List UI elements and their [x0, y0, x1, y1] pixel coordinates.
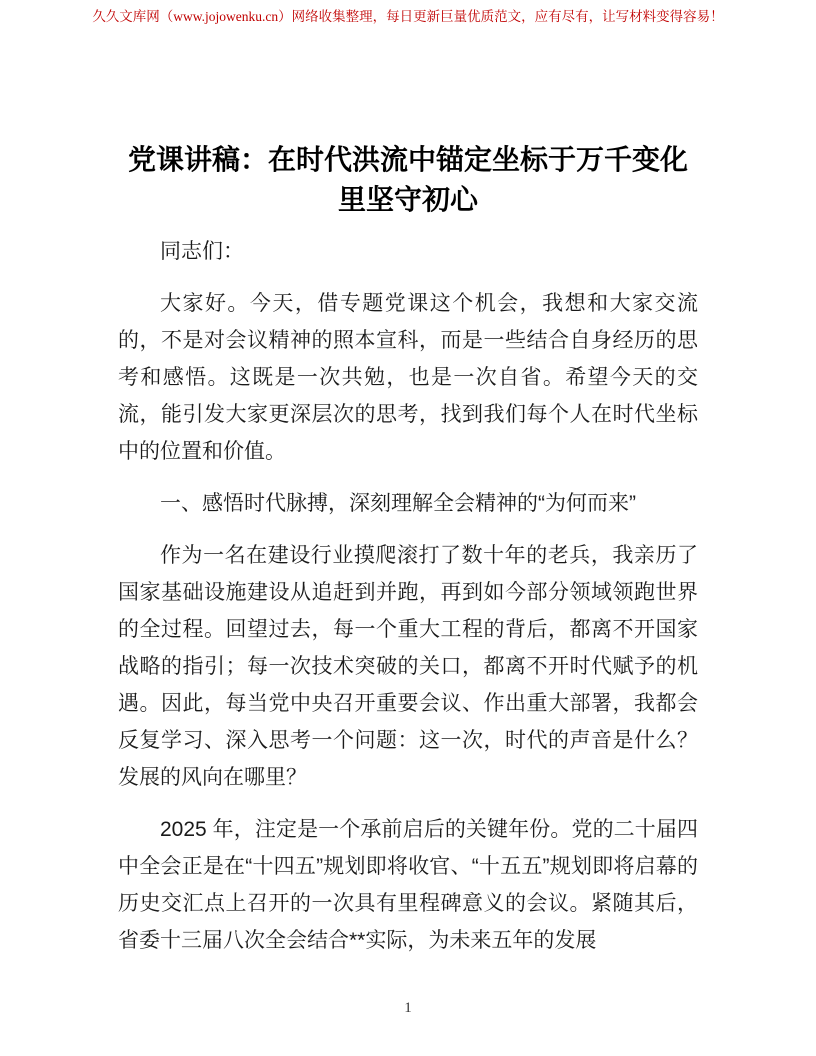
section-heading: 一、感悟时代脉搏，深刻理解全会精神的“为何而来”	[160, 492, 636, 515]
body-paragraph: 2025 年，注定是一个承前启后的关键年份。党的二十届四中全会正是在“十四五”规划即将收官、“十五五”规划即将启幕的历史交汇点上召开的一次具有里程碑意义的会议。紧随其后，省委十三届八次全会结合**实际，为未来五年的发展	[118, 818, 698, 952]
salutation-line: 同志们：	[160, 240, 244, 263]
body-paragraph: 大家好。今天，借专题党课这个机会，我想和大家交流的，不是对会议精神的照本宣科，而是一些结合自身经历的思考和感悟。这既是一次共勉，也是一次自省。希望今天的交流，能引发大家更深层次的思考，找到我们每个人在时代坐标中的位置和价值。	[118, 292, 698, 463]
document-body	[118, 0, 698, 959]
document-title: 党课讲稿：在时代洪流中锚定坐标于万千变化里坚守初心	[127, 144, 688, 215]
page-number: 1	[404, 1000, 412, 1016]
body-paragraph: 作为一名在建设行业摸爬滚打了数十年的老兵，我亲历了国家基础设施建设从追赶到并跑，再到如今部分领域领跑世界的全过程。回望过去，每一个重大工程的背后，都离不开国家战略的指引；每一次技术突破的关口，都离不开时代赋予的机遇。因此，每当党中央召开重要会议、作出重大部署，我都会反复学习、深入思考一个问题：这一次，时代的声音是什么？发展的风向在哪里？	[118, 544, 698, 789]
watermark-site-notice: 久久文库网（www.jojowenku.cn）网络收集整理，每日更新巨量优质范文，应有尽有，让写材料变得容易！	[92, 9, 724, 24]
